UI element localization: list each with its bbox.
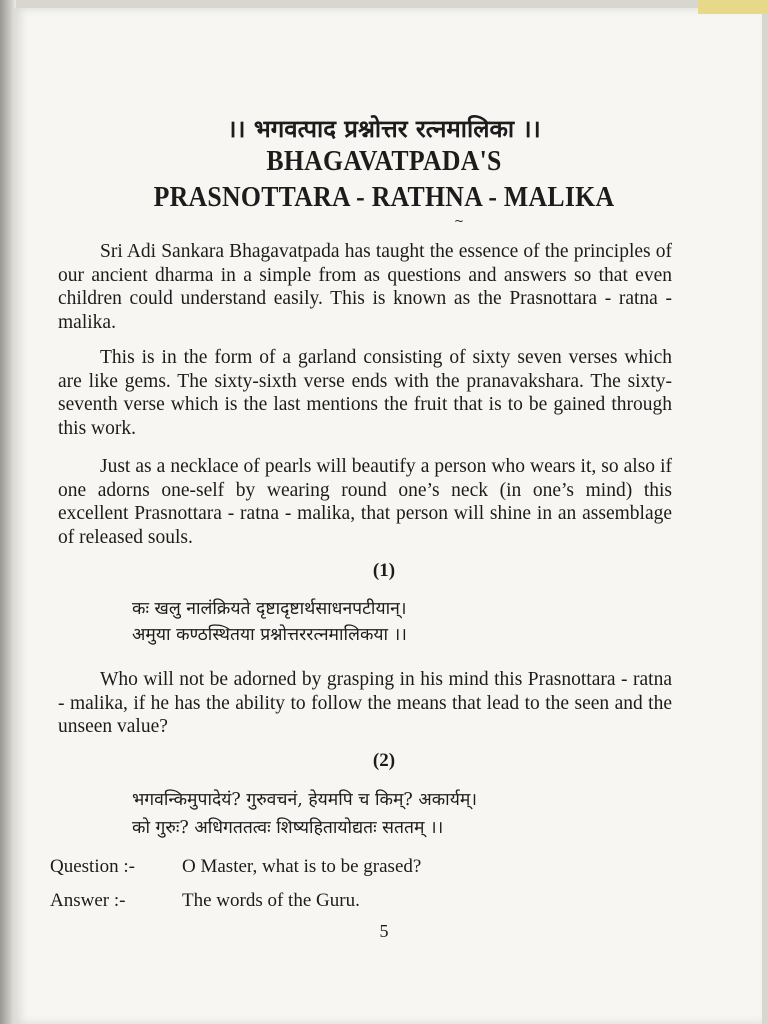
verse-2-sanskrit-line-1: भगवन्किमुपादेयं? गुरुवचनं, हेयमपि च किम्? अकार्यम्। bbox=[132, 790, 477, 810]
verse-1-sanskrit-line-1: कः खलु नालंक्रियते दृष्टादृष्टार्थसाधनपटीयान्। bbox=[132, 599, 407, 619]
intro-paragraph-3: Just as a necklace of pearls will beautify a person who wears it, so also if one adorns one-self by wearing round one’s neck (in one’s mind) this excellent Prasnottara - ratna - malika, that person will shine in an assemblage of released souls. bbox=[58, 456, 672, 548]
answer-label: Answer :- bbox=[50, 890, 126, 911]
title-devanagari: ।। भगवत्पाद प्रश्नोत्तर रत्नमालिका ।। bbox=[227, 114, 541, 143]
ornament-icon: ~ bbox=[454, 214, 465, 228]
page-number: 5 bbox=[379, 921, 389, 941]
verse-1-sanskrit-line-2: अमुया कण्ठस्थितया प्रश्नोत्तररत्नमालिकया ।। bbox=[132, 625, 407, 645]
question-text: O Master, what is to be grased? bbox=[182, 856, 422, 877]
page-corner-tab bbox=[698, 0, 768, 14]
verse-2-sanskrit-line-2: को गुरुः? अधिगततत्वः शिष्यहितायोद्यतः सततम् ।। bbox=[132, 818, 444, 838]
verse-1-number: (1) bbox=[372, 560, 396, 581]
question-label: Question :- bbox=[50, 856, 135, 877]
intro-paragraph-1: Sri Adi Sankara Bhagavatpada has taught the essence of the principles of our ancient dharma in a simple from as questions and answers so that even children could understand easily. This is known as the Prasnottara - ratna - malika. bbox=[58, 241, 672, 333]
answer-text: The words of the Guru. bbox=[182, 890, 360, 911]
intro-paragraph-2: This is in the form of a garland consisting of sixty seven verses which are like gems. The sixty-sixth verse ends with the pranavakshara. The sixty-seventh verse which is the last mentions the fruit that is to be gained through this work. bbox=[58, 347, 672, 439]
title-english-line2: PRASNOTTARA - RATHNA - MALIKA bbox=[153, 182, 615, 213]
verse-1-translation: Who will not be adorned by grasping in his mind this Prasnottara - ratna - malika, if he has the ability to follow the means that lead to the seen and the unseen value? bbox=[58, 669, 672, 738]
verse-2-number: (2) bbox=[372, 750, 396, 771]
title-english-line1: BHAGAVATPADA'S bbox=[266, 146, 502, 177]
